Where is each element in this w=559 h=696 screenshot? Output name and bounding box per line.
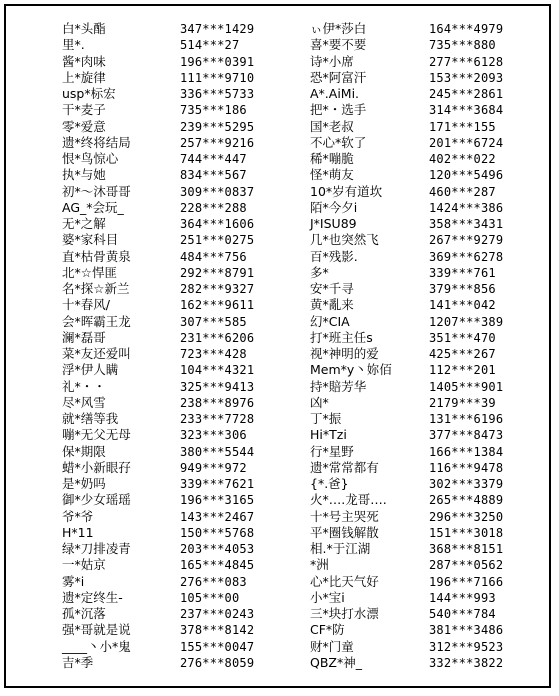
user-name: 孤*沉落: [62, 606, 106, 621]
masked-number: 116***9478: [429, 460, 504, 475]
list-item: [310, 54, 540, 70]
user-name: 三*块打水漂: [310, 606, 379, 621]
masked-number: 196***0391: [180, 54, 255, 69]
masked-number: 379***856: [429, 282, 496, 296]
user-name: 执*与她: [62, 167, 106, 183]
user-name: 火*….龙哥….: [310, 492, 387, 508]
user-name: 心*比天气好: [310, 573, 379, 589]
list-item: [62, 200, 292, 216]
user-name: 10*岁有道坎: [310, 183, 383, 199]
masked-number: 237***0243: [180, 607, 255, 621]
user-name: 零*爱意: [62, 118, 106, 134]
list-item: [310, 37, 540, 53]
masked-number: 131***6196: [429, 412, 504, 426]
masked-number: 309***0837: [180, 184, 255, 199]
masked-number: 164***4979: [429, 22, 504, 36]
list-item: [62, 314, 292, 330]
user-name: 遗*常常都有: [310, 459, 379, 475]
masked-number: 166***1384: [429, 444, 504, 459]
masked-number: 339***761: [429, 265, 496, 280]
user-name: 强*哥就是说: [62, 622, 131, 638]
list-item: [62, 590, 292, 606]
list-item: [310, 249, 540, 265]
masked-number: 351***470: [429, 330, 496, 345]
masked-number: 162***9611: [180, 298, 255, 313]
user-name: 相.*于江湖: [310, 541, 371, 556]
list-item: [62, 557, 292, 573]
list-item: [310, 557, 540, 573]
user-name: 无*之解: [62, 216, 106, 231]
user-name: 安*千寻: [310, 281, 354, 296]
user-name: A*.AiMi.: [310, 86, 360, 101]
list-item: [62, 395, 292, 411]
masked-number: 153***2093: [429, 70, 504, 85]
list-item: [310, 70, 540, 86]
masked-number: 239***5295: [180, 119, 255, 134]
masked-number: 296***3250: [429, 509, 504, 524]
masked-number: 347***1429: [180, 22, 255, 36]
masked-number: 231***6206: [180, 330, 255, 345]
masked-number: 120***5496: [429, 168, 504, 183]
masked-number: 735***186: [180, 103, 247, 118]
list-item: [62, 606, 292, 622]
list-item: [62, 639, 292, 655]
list-item: [310, 606, 540, 622]
list-item: [62, 362, 292, 378]
list-item: [62, 281, 292, 297]
masked-number: 364***1606: [180, 217, 255, 231]
user-name: *洲: [310, 557, 329, 573]
masked-number: 358***3431: [429, 217, 504, 231]
list-item: [62, 184, 292, 200]
user-name: AG_*会玩_: [62, 199, 124, 215]
masked-number: 378***8142: [180, 623, 255, 638]
user-name: 干*麦子: [62, 102, 106, 118]
list-item: [310, 362, 540, 378]
list-item: [62, 151, 292, 167]
list-item: [62, 119, 292, 135]
user-name: 几*也突然飞: [310, 232, 379, 248]
list-item: [62, 167, 292, 183]
masked-number: 277***6128: [429, 54, 504, 69]
list-item: [62, 346, 292, 362]
masked-number: 325***9413: [180, 379, 255, 394]
masked-number: 339***7621: [180, 477, 255, 491]
user-name: 尽*风雪: [62, 394, 106, 410]
user-name: 初*～沐哥哥: [62, 183, 131, 199]
list-item: [310, 119, 540, 135]
list-item: [62, 492, 292, 508]
masked-number: 265***4889: [429, 493, 504, 508]
masked-number: 112***201: [429, 363, 496, 378]
masked-number: 165***4845: [180, 558, 255, 573]
user-name: 名*探☆新兰: [62, 281, 130, 296]
user-name: 北*☆悍匪: [62, 264, 117, 280]
masked-number: 238***8976: [180, 395, 255, 410]
masked-number: 292***8791: [180, 265, 255, 280]
user-name: 凶*: [310, 394, 329, 410]
masked-number: 381***3486: [429, 623, 504, 638]
masked-number: 276***083: [180, 574, 247, 589]
list-item: [62, 411, 292, 427]
list-item: [62, 460, 292, 476]
user-name: 行*星野: [310, 443, 354, 459]
masked-number: 251***0275: [180, 233, 255, 248]
list-item: [62, 476, 292, 492]
user-name: 吉*季: [62, 654, 94, 670]
masked-number: 323***306: [180, 428, 247, 443]
masked-number: 257***9216: [180, 135, 255, 150]
list-item: [310, 590, 540, 606]
list-item: [310, 460, 540, 476]
masked-number: 150***5768: [180, 525, 255, 540]
list-item: [310, 655, 540, 671]
user-name: 蜡*小新眼孖: [62, 459, 131, 475]
user-name: QBZ*神_: [310, 654, 362, 670]
user-name: 持*賠芳华: [310, 378, 367, 394]
list-item: [310, 167, 540, 183]
list-item: [310, 330, 540, 346]
list-item: [310, 444, 540, 460]
list-item: [310, 86, 540, 102]
user-name: 雾*i: [62, 573, 85, 589]
user-name: {*.爸}: [310, 476, 349, 491]
user-name: 恐*阿富汗: [310, 69, 367, 85]
list-item: [62, 21, 292, 37]
list-item: [310, 509, 540, 525]
list-item: [62, 70, 292, 86]
user-name: 黄*亂来: [310, 297, 354, 313]
masked-number: 380***5544: [180, 444, 255, 459]
list-item: [62, 135, 292, 151]
list-item: [310, 411, 540, 427]
list-item: [62, 86, 292, 102]
user-name: 诗*小席: [310, 53, 354, 69]
user-name: 就*缮等我: [62, 411, 119, 426]
list-item: [62, 232, 292, 248]
user-name: 是*奶吗: [62, 476, 106, 491]
list-item: [310, 314, 540, 330]
masked-number: 377***8473: [429, 428, 504, 443]
list-item: [62, 216, 292, 232]
user-name: 遗*定终生-: [62, 589, 123, 605]
masked-number: 368***8151: [429, 542, 504, 556]
list-item: [62, 574, 292, 590]
user-name: 遗*终将结局: [62, 134, 131, 150]
list-item: [62, 509, 292, 525]
list-item: [62, 541, 292, 557]
masked-number: 332***3822: [429, 655, 504, 670]
list-item: [310, 135, 540, 151]
masked-number: 196***3165: [180, 493, 255, 508]
masked-number: 307***585: [180, 314, 247, 329]
masked-number: 514***27: [180, 38, 240, 53]
user-name: 陌*今夕i: [310, 199, 358, 215]
list-item: [310, 525, 540, 541]
masked-number: 402***022: [429, 152, 496, 166]
user-name: 小*宝i: [310, 589, 345, 605]
list-item: [62, 525, 292, 541]
masked-number: 1405***901: [429, 379, 504, 394]
user-name: 丁*振: [310, 411, 342, 426]
masked-number: 267***9279: [429, 233, 504, 248]
user-name: 视*神明的爱: [310, 346, 379, 361]
masked-number: 141***042: [429, 298, 496, 313]
user-name: 财*门童: [310, 638, 354, 654]
right-column: [310, 21, 540, 671]
masked-number: 276***8059: [180, 655, 255, 670]
user-name: 十*号主哭死: [310, 508, 379, 524]
user-name: 喜*要不要: [310, 37, 367, 53]
user-name: 酱*肉味: [62, 53, 106, 69]
user-name: 稀*嘣脆: [310, 151, 354, 166]
masked-number: 143***2467: [180, 509, 255, 524]
list-item: [310, 395, 540, 411]
list-item: [62, 379, 292, 395]
masked-number: 287***0562: [429, 558, 504, 573]
list-item: [62, 265, 292, 281]
masked-number: 245***2861: [429, 87, 504, 101]
masked-number: 228***288: [180, 200, 247, 215]
masked-number: 104***4321: [180, 363, 255, 378]
user-name: 礼*・・: [62, 378, 106, 394]
list-item: [310, 184, 540, 200]
list-item: [62, 444, 292, 460]
user-name: 白*头酯: [62, 21, 106, 36]
list-item: [62, 37, 292, 53]
list-item: [62, 102, 292, 118]
list-item: [310, 427, 540, 443]
list-item: [62, 330, 292, 346]
masked-number: 336***5733: [180, 87, 255, 101]
user-name: usp*标宏: [62, 86, 116, 101]
user-name: 嘣*无父无母: [62, 427, 131, 443]
list-item: [310, 200, 540, 216]
user-name: 十*春风/: [62, 297, 110, 313]
list-item: [310, 297, 540, 313]
list-item: [310, 639, 540, 655]
list-item: [310, 574, 540, 590]
user-name: 平*圈钱解散: [310, 524, 379, 540]
masked-number: 425***267: [429, 347, 496, 361]
list-item: [62, 249, 292, 265]
user-name: 浮*伊人瞒: [62, 362, 119, 378]
masked-number: 155***0047: [180, 639, 255, 654]
user-name: 婆*家科目: [62, 232, 119, 248]
list-item: [310, 492, 540, 508]
user-name: 菜*友还爱叫: [62, 346, 131, 361]
list-item: [310, 21, 540, 37]
user-name: 里*.: [62, 37, 85, 53]
user-name: J*ISU89: [310, 216, 357, 231]
list-item: [310, 151, 540, 167]
user-name: 把*・选手: [310, 102, 367, 118]
user-name: 上*旋律: [62, 69, 106, 85]
user-name: 百*残影.: [310, 248, 358, 264]
masked-number: 171***155: [429, 119, 496, 134]
masked-number: 233***7728: [180, 412, 255, 426]
masked-number: 196***7166: [429, 574, 504, 589]
user-name: 幻*CIA: [310, 313, 350, 329]
masked-number: 203***4053: [180, 542, 255, 556]
masked-number: 949***972: [180, 460, 247, 475]
list-item: [62, 54, 292, 70]
user-name: ____丶小*鬼: [62, 638, 131, 654]
masked-number: 151***3018: [429, 525, 504, 540]
masked-number: 723***428: [180, 347, 247, 361]
left-column: [62, 21, 292, 671]
masked-number: 302***3379: [429, 477, 504, 491]
list-item: [62, 427, 292, 443]
user-name: 多*: [310, 264, 329, 280]
list-item: [62, 297, 292, 313]
user-name: 澜*磊哥: [62, 329, 106, 345]
document-frame: [4, 4, 551, 688]
masked-number: 312***9523: [429, 639, 504, 654]
list-item: [310, 265, 540, 281]
masked-number: 144***993: [429, 590, 496, 605]
user-name: 爷*爷: [62, 508, 94, 524]
user-name: ぃ伊*莎白: [310, 21, 367, 36]
masked-number: 314***3684: [429, 103, 504, 118]
list-item: [310, 102, 540, 118]
masked-number: 282***9327: [180, 282, 255, 296]
user-name: 会*晖霸王龙: [62, 313, 131, 329]
user-name: Mem*y丶妳佰: [310, 362, 392, 378]
user-name: 怪*萌友: [310, 167, 354, 183]
user-name: 直*枯骨黄泉: [62, 248, 131, 264]
user-name: 保*期限: [62, 443, 106, 459]
user-name: 国*老叔: [310, 118, 354, 134]
masked-number: 540***784: [429, 607, 496, 621]
list-item: [310, 476, 540, 492]
list-item: [310, 232, 540, 248]
masked-number: 369***6278: [429, 249, 504, 264]
user-name: 不心*软了: [310, 134, 367, 150]
list-item: [310, 281, 540, 297]
masked-number: 744***447: [180, 152, 247, 166]
list-item: [310, 346, 540, 362]
masked-number: 834***567: [180, 168, 247, 183]
user-name: 绿*刀排凌青: [62, 541, 131, 556]
list-item: [62, 655, 292, 671]
masked-number: 111***9710: [180, 70, 255, 85]
list-item: [310, 216, 540, 232]
masked-number: 2179***39: [429, 395, 496, 410]
masked-number: 484***756: [180, 249, 247, 264]
user-name: 一*姑京: [62, 557, 106, 573]
masked-number: 735***880: [429, 38, 496, 53]
masked-number: 460***287: [429, 184, 496, 199]
masked-number: 1424***386: [429, 200, 504, 215]
user-name: Hi*Tzi: [310, 427, 347, 443]
masked-number: 1207***389: [429, 314, 504, 329]
list-item: [310, 541, 540, 557]
user-name: CF*防: [310, 622, 345, 638]
user-name: 打*班主任s: [310, 329, 373, 345]
masked-number: 105***00: [180, 590, 240, 605]
masked-number: 201***6724: [429, 135, 504, 150]
user-name: 恨*鸟惊心: [62, 151, 119, 166]
user-name: 御*少女瑶瑶: [62, 492, 131, 508]
list-item: [62, 622, 292, 638]
list-item: [310, 622, 540, 638]
list-item: [310, 379, 540, 395]
user-name: H*11: [62, 524, 94, 540]
